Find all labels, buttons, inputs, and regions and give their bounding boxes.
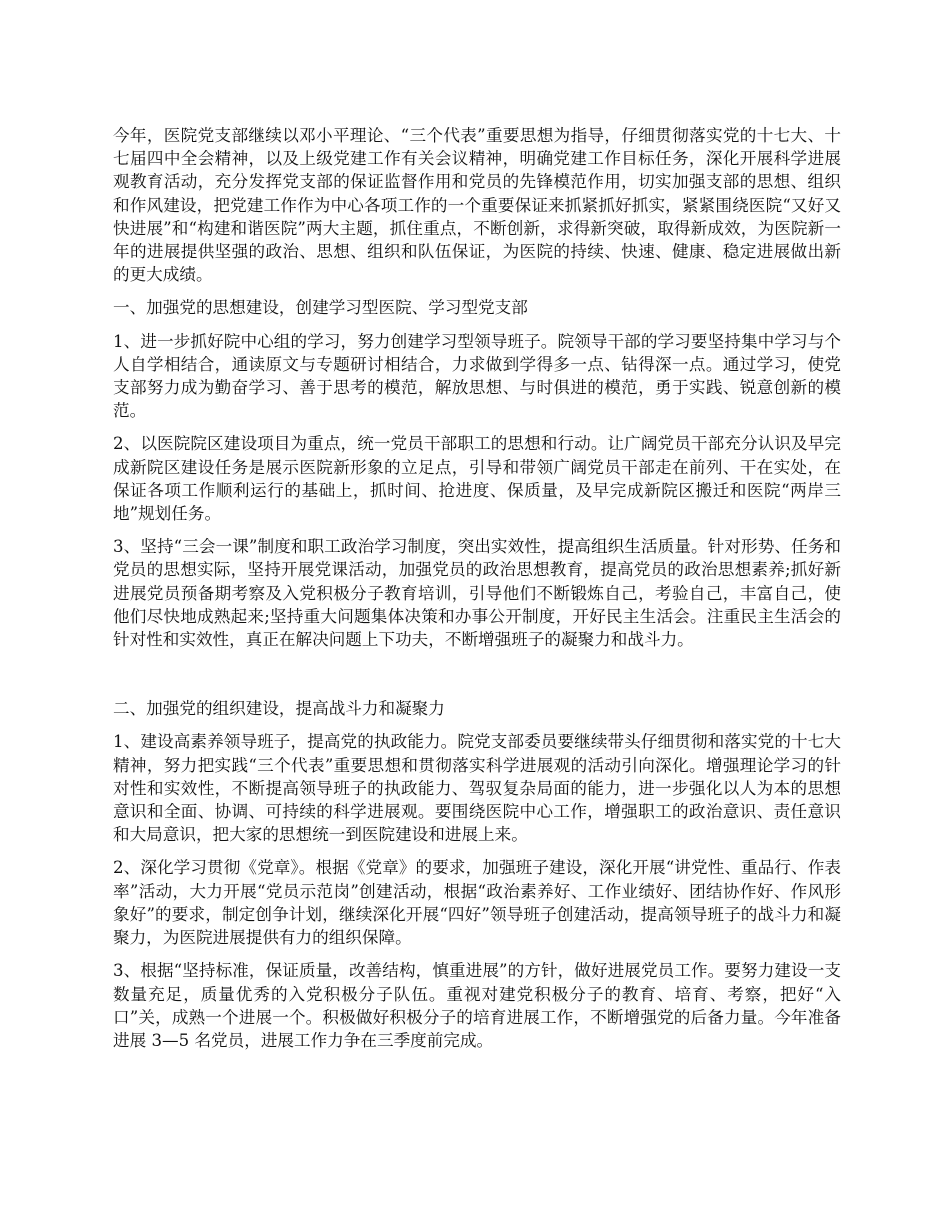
document-body — [113, 124, 841, 1062]
section-1-item-1: 1、进一步抓好院中心组的学习，努力创建学习型领导班子。院领导干部的学习要坚持集中学习与个人自学相结合，通读原文与专题研讨相结合，力求做到学得多一点、钻得深一点。通过学习，使党支部努力成为勤奋学习、善于思考的模范，解放思想、与时俱进的模范，勇于实践、锐意创新的模范。 — [113, 331, 841, 421]
section-1-item-2: 2、以医院院区建设项目为重点，统一党员干部职工的思想和行动。让广阔党员干部充分认识及早完成新院区建设任务是展示医院新形象的立足点，引导和带领广阔党员干部走在前列、干在实处，在保证各项工作顺利运行的基础上，抓时间、抢进度、保质量，及早完成新院区搬迁和医院“两岸三地”规划任务。 — [113, 434, 841, 524]
section-spacer — [113, 661, 841, 697]
section-2-heading: 二、加强党的组织建设，提高战斗力和凝聚力 — [113, 699, 445, 719]
section-2-item-2: 2、深化学习贯彻《党章》。根据《党章》的要求，加强班子建设，深化开展“讲党性、重品行、作表率”活动，大力开展“党员示范岗”创建活动，根据“政治素养好、工作业绩好、团结协作好、作风形象好”的要求，制定创争计划，继续深化开展“四好”领导班子创建活动，提高领导班子的战斗力和凝聚力，为医院进展提供有力的组织保障。 — [113, 858, 841, 948]
section-2-item-1: 1、建设高素养领导班子，提高党的执政能力。院党支部委员要继续带头仔细贯彻和落实党的十七大精神，努力把实践“三个代表”重要思想和贯彻落实科学进展观的活动引向深化。增强理论学习的针对性和实效性，不断提高领导班子的执政能力、驾驭复杂局面的能力，进一步强化以人为本的思想意识和全面、协调、可持续的科学进展观。要围绕医院中心工作，增强职工的政治意识、责任意识和大局意识，把大家的思想统一到医院建设和进展上来。 — [113, 732, 841, 845]
section-1-heading: 一、加强党的思想建设，创建学习型医院、学习型党支部 — [113, 298, 528, 318]
section-2-item-3: 3、根据“坚持标准，保证质量，改善结构，慎重进展”的方针，做好进展党员工作。要努力建设一支数量充足，质量优秀的入党积极分子队伍。重视对建党积极分子的教育、培育、考察，把好“入口”关，成熟一个进展一个。积极做好积极分子的培育进展工作，不断增强党的后备力量。今年准备进展 3—5 名党员，进展工作力争在三季度前完成。 — [113, 961, 841, 1050]
section-1-item-3: 3、坚持“三会一课”制度和职工政治学习制度，突出实效性，提高组织生活质量。针对形势、任务和党员的思想实际，坚持开展党课活动，加强党员的政治思想教育，提高党员的政治思想素养;抓好新进展党员预备期考察及入党积极分子教育培训，引导他们不断锻炼自己，考验自己，丰富自己，使他们尽快地成熟起来;坚持重大问题集体决策和办事公开制度，开好民主生活会。注重民主生活会的针对性和实效性，真正在解决问题上下功夫，不断增强班子的凝聚力和战斗力。 — [113, 537, 841, 650]
intro-paragraph: 今年，医院党支部继续以邓小平理论、“三个代表”重要思想为指导，仔细贯彻落实党的十七大、十七届四中全会精神，以及上级党建工作有关会议精神，明确党建工作目标任务，深化开展科学进展观教育活动，充分发挥党支部的保证监督作用和党员的先锋模范作用，切实加强支部的思想、组织和作风建设，把党建工作作为中心各项工作的一个重要保证来抓紧抓好抓实，紧紧围绕医院“又好又快进展”和“构建和谐医院”两大主题，抓住重点，不断创新，求得新突破，取得新成效，为医院新一年的进展提供坚强的政治、思想、组织和队伍保证，为医院的持续、快速、健康、稳定进展做出新的更大成绩。 — [113, 126, 841, 285]
